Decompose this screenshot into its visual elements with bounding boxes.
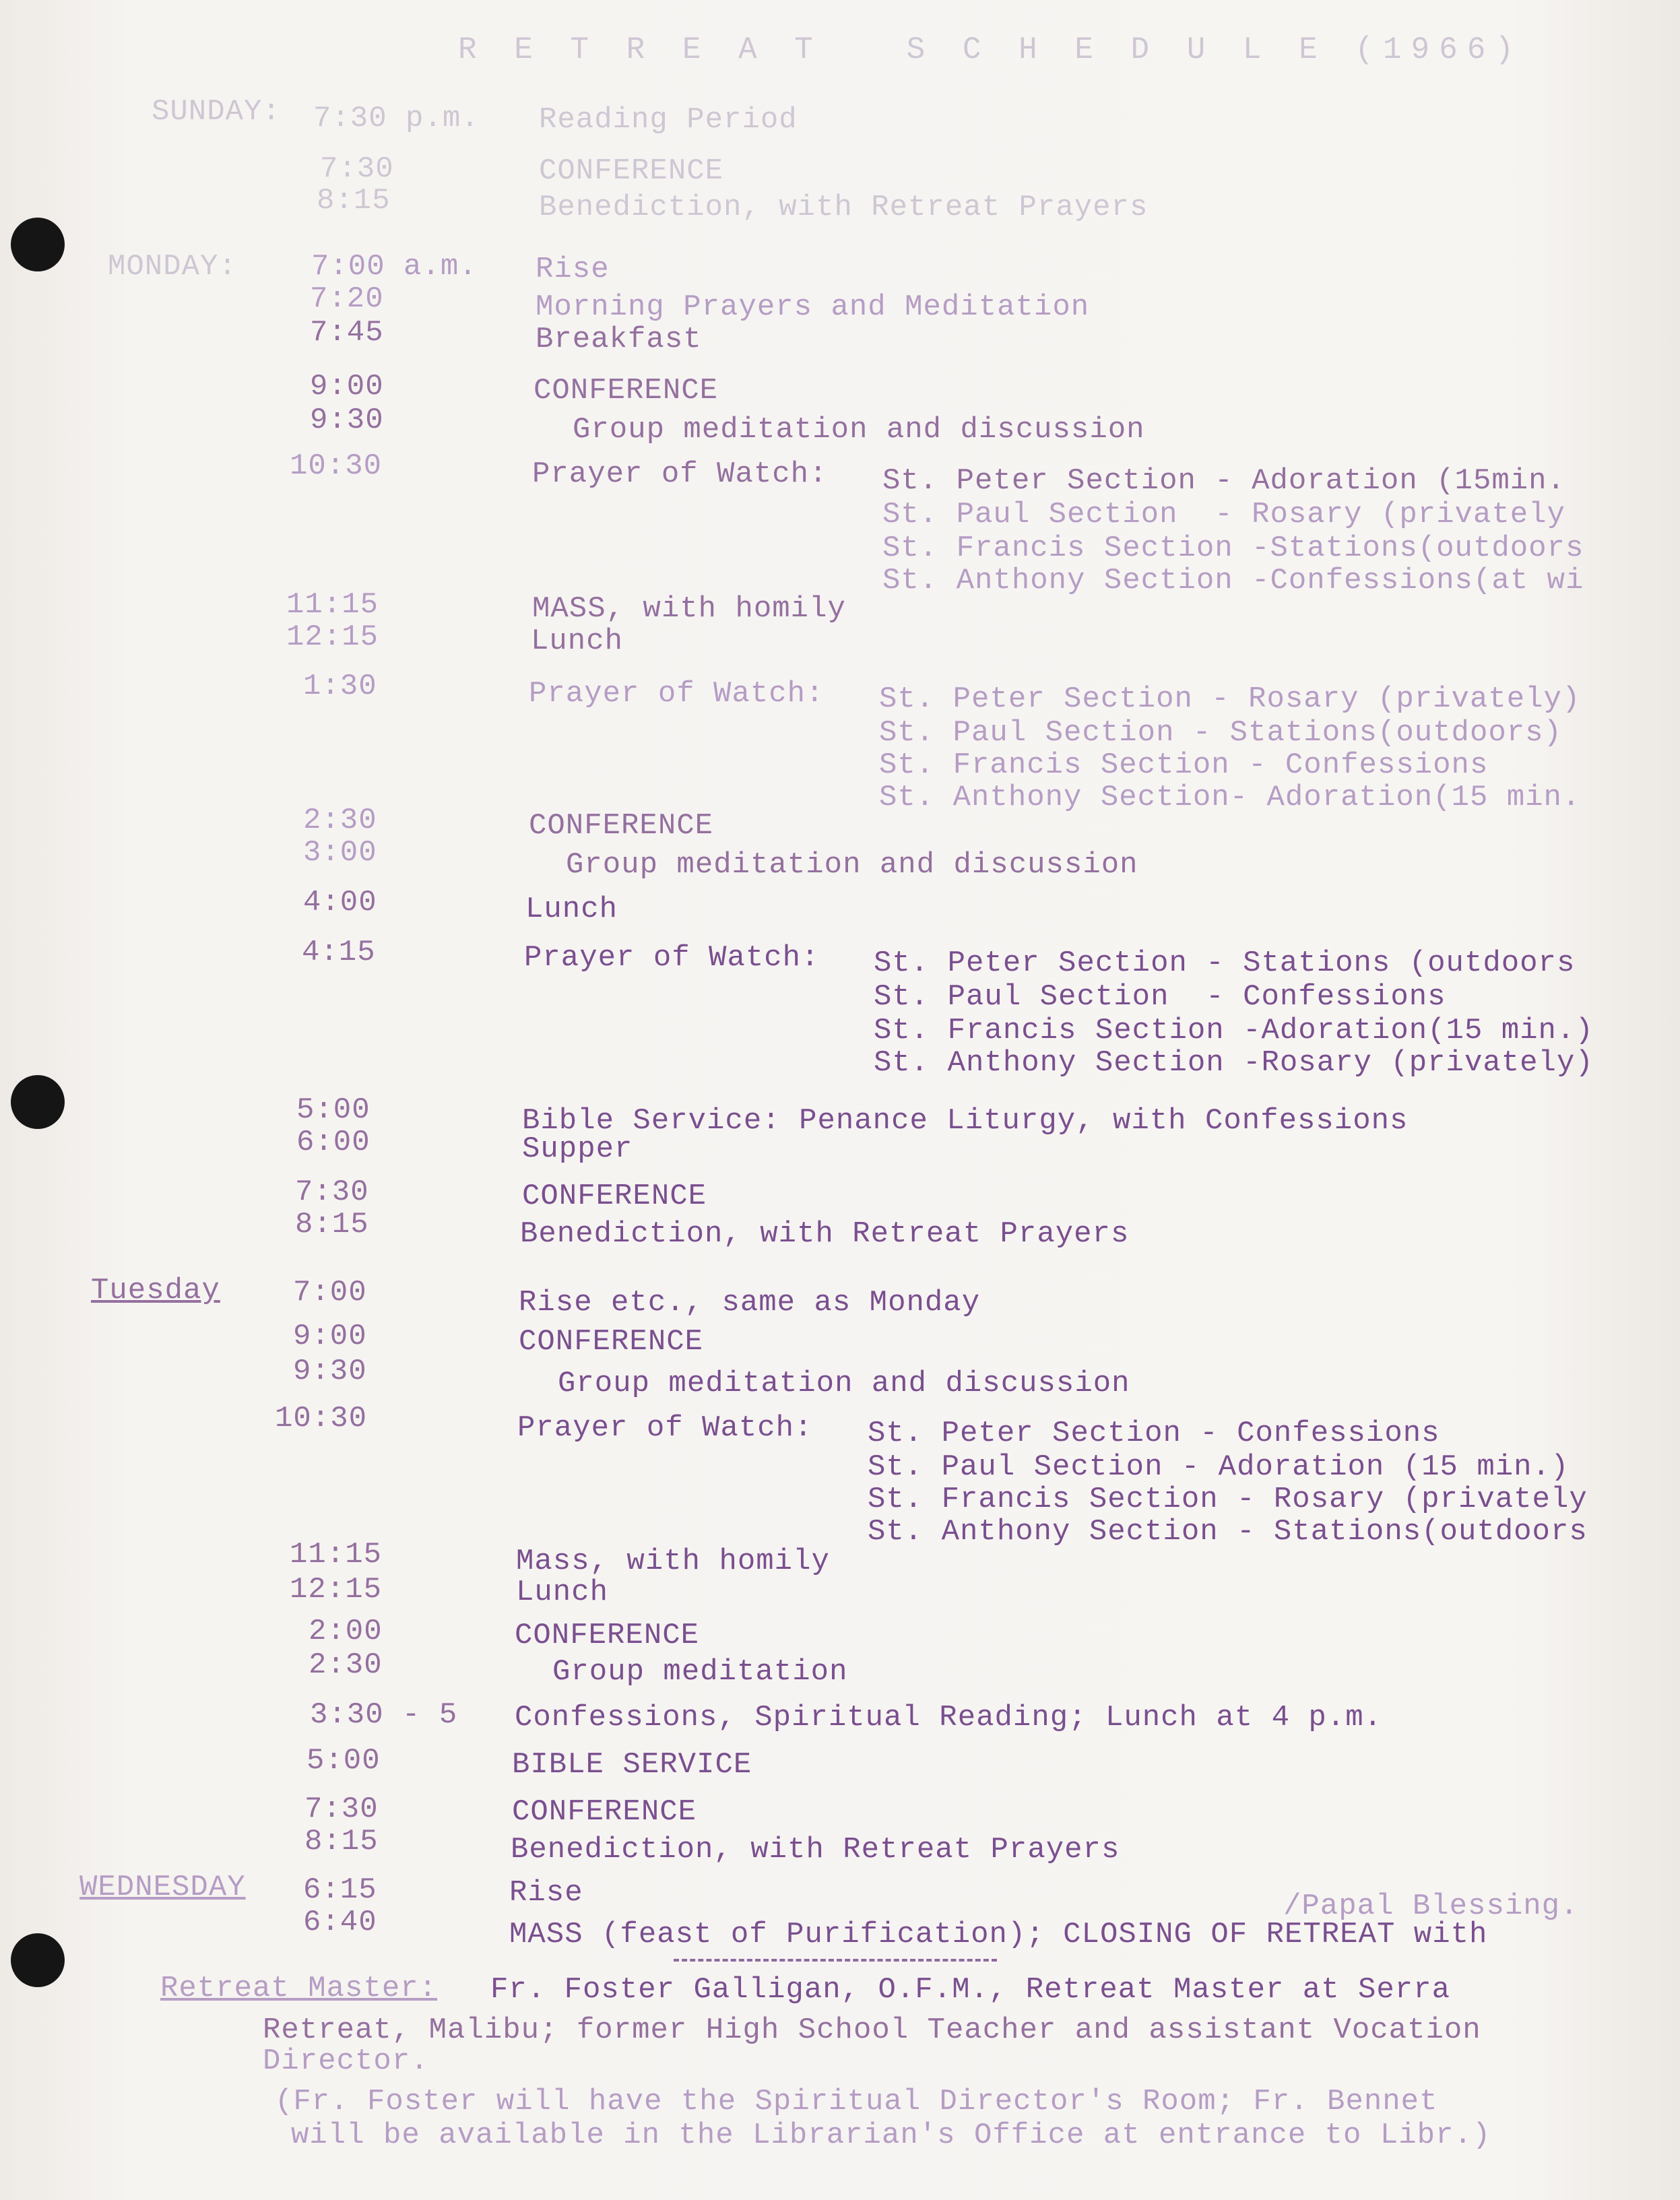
time: 3:30 - 5: [310, 1698, 458, 1732]
time: 7:30: [304, 1792, 379, 1826]
retreat-master-text: Director.: [263, 2044, 429, 2078]
activity: Benediction, with Retreat Prayers: [520, 1217, 1130, 1251]
activity: CONFERENCE: [519, 1325, 704, 1359]
time: 9:00: [293, 1320, 367, 1353]
activity: Breakfast: [536, 323, 702, 356]
time: 9:00: [310, 370, 384, 403]
time: 9:30: [293, 1355, 367, 1388]
time: 3:00: [303, 836, 377, 870]
watch-assignment: St. Peter Section - Confessions: [868, 1417, 1440, 1450]
activity: Lunch: [525, 893, 618, 926]
time: 6:40: [303, 1906, 377, 1939]
activity: Rise etc., same as Monday: [519, 1286, 981, 1320]
punch-hole: [11, 218, 65, 271]
watch-assignment: St. Peter Section - Stations (outdoors: [874, 946, 1576, 980]
time: 12:15: [286, 620, 379, 654]
time: 8:15: [295, 1208, 369, 1241]
watch-assignment: St. Francis Section - Rosary (privately: [868, 1483, 1588, 1516]
time: 9:30: [310, 403, 384, 437]
time: 6:00: [296, 1126, 370, 1159]
activity: Confessions, Spiritual Reading; Lunch at 4 p.m.: [515, 1701, 1383, 1735]
retreat-master-label: Retreat Master:: [160, 1972, 438, 2005]
time: 12:15: [290, 1573, 383, 1607]
watch-assignment: St. Anthony Section - Stations(outdoors: [868, 1515, 1588, 1549]
activity: CONFERENCE: [539, 154, 724, 188]
watch-assignment: St. Peter Section - Rosary (privately): [879, 682, 1581, 716]
activity: MASS, with homily: [532, 592, 846, 626]
activity: CONFERENCE: [512, 1795, 697, 1829]
activity: Morning Prayers and Meditation: [536, 290, 1090, 324]
activity: MASS (feast of Purification); CLOSING OF RETREAT with: [509, 1918, 1488, 1951]
time: 2:00: [309, 1615, 383, 1648]
note-text: will be available in the Librarian's Office at entrance to Libr.): [291, 2118, 1491, 2152]
time: 8:15: [304, 1825, 379, 1858]
watch-assignment: St. Francis Section -Adoration(15 min.): [874, 1014, 1594, 1047]
watch-assignment: St. Paul Section - Confessions: [874, 980, 1446, 1014]
activity: Benediction, with Retreat Prayers: [511, 1833, 1120, 1867]
time: 2:30: [303, 804, 377, 837]
activity: CONFERENCE: [515, 1619, 700, 1652]
time: 6:15: [303, 1873, 377, 1907]
time: 10:30: [275, 1402, 368, 1435]
time: 11:15: [286, 588, 379, 622]
watch-assignment: St. Paul Section - Stations(outdoors): [879, 716, 1562, 750]
time: 7:45: [310, 316, 384, 350]
watch-assignment: St. Anthony Section- Adoration(15 min.: [879, 781, 1581, 814]
time: 7:30: [320, 152, 394, 186]
time: 5:00: [306, 1744, 381, 1778]
watch-assignment: St. Paul Section - Adoration (15 min.): [868, 1450, 1570, 1484]
day-label-monday: MONDAY:: [108, 250, 237, 284]
time: 7:30 p.m.: [313, 102, 480, 135]
day-label-sunday: SUNDAY:: [152, 95, 281, 129]
activity: Prayer of Watch:: [524, 941, 820, 975]
activity: Benediction, with Retreat Prayers: [539, 191, 1149, 224]
time: 4:15: [302, 936, 376, 969]
activity: Prayer of Watch:: [529, 677, 825, 711]
activity: Group meditation: [552, 1655, 848, 1689]
note-text: (Fr. Foster will have the Spiritual Director's Room; Fr. Bennet: [275, 2085, 1438, 2118]
page-title: R E T R E A T S C H E D U L E (1966): [458, 32, 1523, 67]
time: 2:30: [309, 1648, 383, 1682]
time: 10:30: [290, 449, 383, 483]
activity: Reading Period: [539, 103, 798, 137]
punch-hole: [11, 1075, 65, 1129]
time: 7:00 a.m.: [311, 250, 478, 284]
watch-assignment: St. Anthony Section -Rosary (privately): [874, 1046, 1594, 1080]
time: 7:00: [293, 1276, 367, 1309]
retreat-master-text: Retreat, Malibu; former High School Teacher and assistant Vocation: [263, 2013, 1481, 2047]
activity: Group meditation and discussion: [566, 848, 1138, 882]
activity: Prayer of Watch:: [517, 1411, 813, 1445]
activity: Rise: [536, 253, 610, 286]
divider: [674, 1959, 997, 1962]
activity: Prayer of Watch:: [532, 457, 828, 491]
activity: BIBLE SERVICE: [512, 1748, 752, 1782]
activity: Bible Service: Penance Liturgy, with Confessions: [522, 1104, 1409, 1138]
time: 11:15: [290, 1538, 383, 1572]
watch-assignment: St. Francis Section -Stations(outdoors: [882, 531, 1584, 565]
activity: CONFERENCE: [529, 809, 714, 843]
punch-hole: [11, 1933, 65, 1987]
activity: Rise: [509, 1876, 583, 1910]
activity: Mass, with homily: [516, 1545, 830, 1578]
time: 1:30: [303, 670, 377, 703]
time: 5:00: [296, 1093, 370, 1127]
activity: CONFERENCE: [522, 1179, 707, 1213]
time: 7:20: [310, 282, 384, 316]
activity: Supper: [522, 1132, 633, 1166]
watch-assignment: St. Peter Section - Adoration (15min.: [882, 464, 1565, 498]
activity: Lunch: [531, 624, 624, 658]
time: 4:00: [303, 886, 377, 919]
activity: Group meditation and discussion: [573, 413, 1145, 447]
retreat-master-text: Fr. Foster Galligan, O.F.M., Retreat Master at Serra: [490, 1973, 1451, 2007]
activity: Group meditation and discussion: [558, 1367, 1130, 1400]
watch-assignment: St. Paul Section - Rosary (privately: [882, 498, 1565, 531]
time: 7:30: [295, 1175, 369, 1209]
activity: CONFERENCE: [534, 374, 719, 408]
watch-assignment: St. Francis Section - Confessions: [879, 748, 1489, 782]
watch-assignment: St. Anthony Section -Confessions(at wi: [882, 564, 1584, 597]
time: 8:15: [317, 184, 391, 218]
activity-continuation: /Papal Blessing.: [1283, 1889, 1579, 1923]
activity: Lunch: [516, 1576, 609, 1609]
day-label-tuesday: Tuesday: [91, 1274, 220, 1307]
day-label-wednesday: WEDNESDAY: [79, 1871, 246, 1904]
